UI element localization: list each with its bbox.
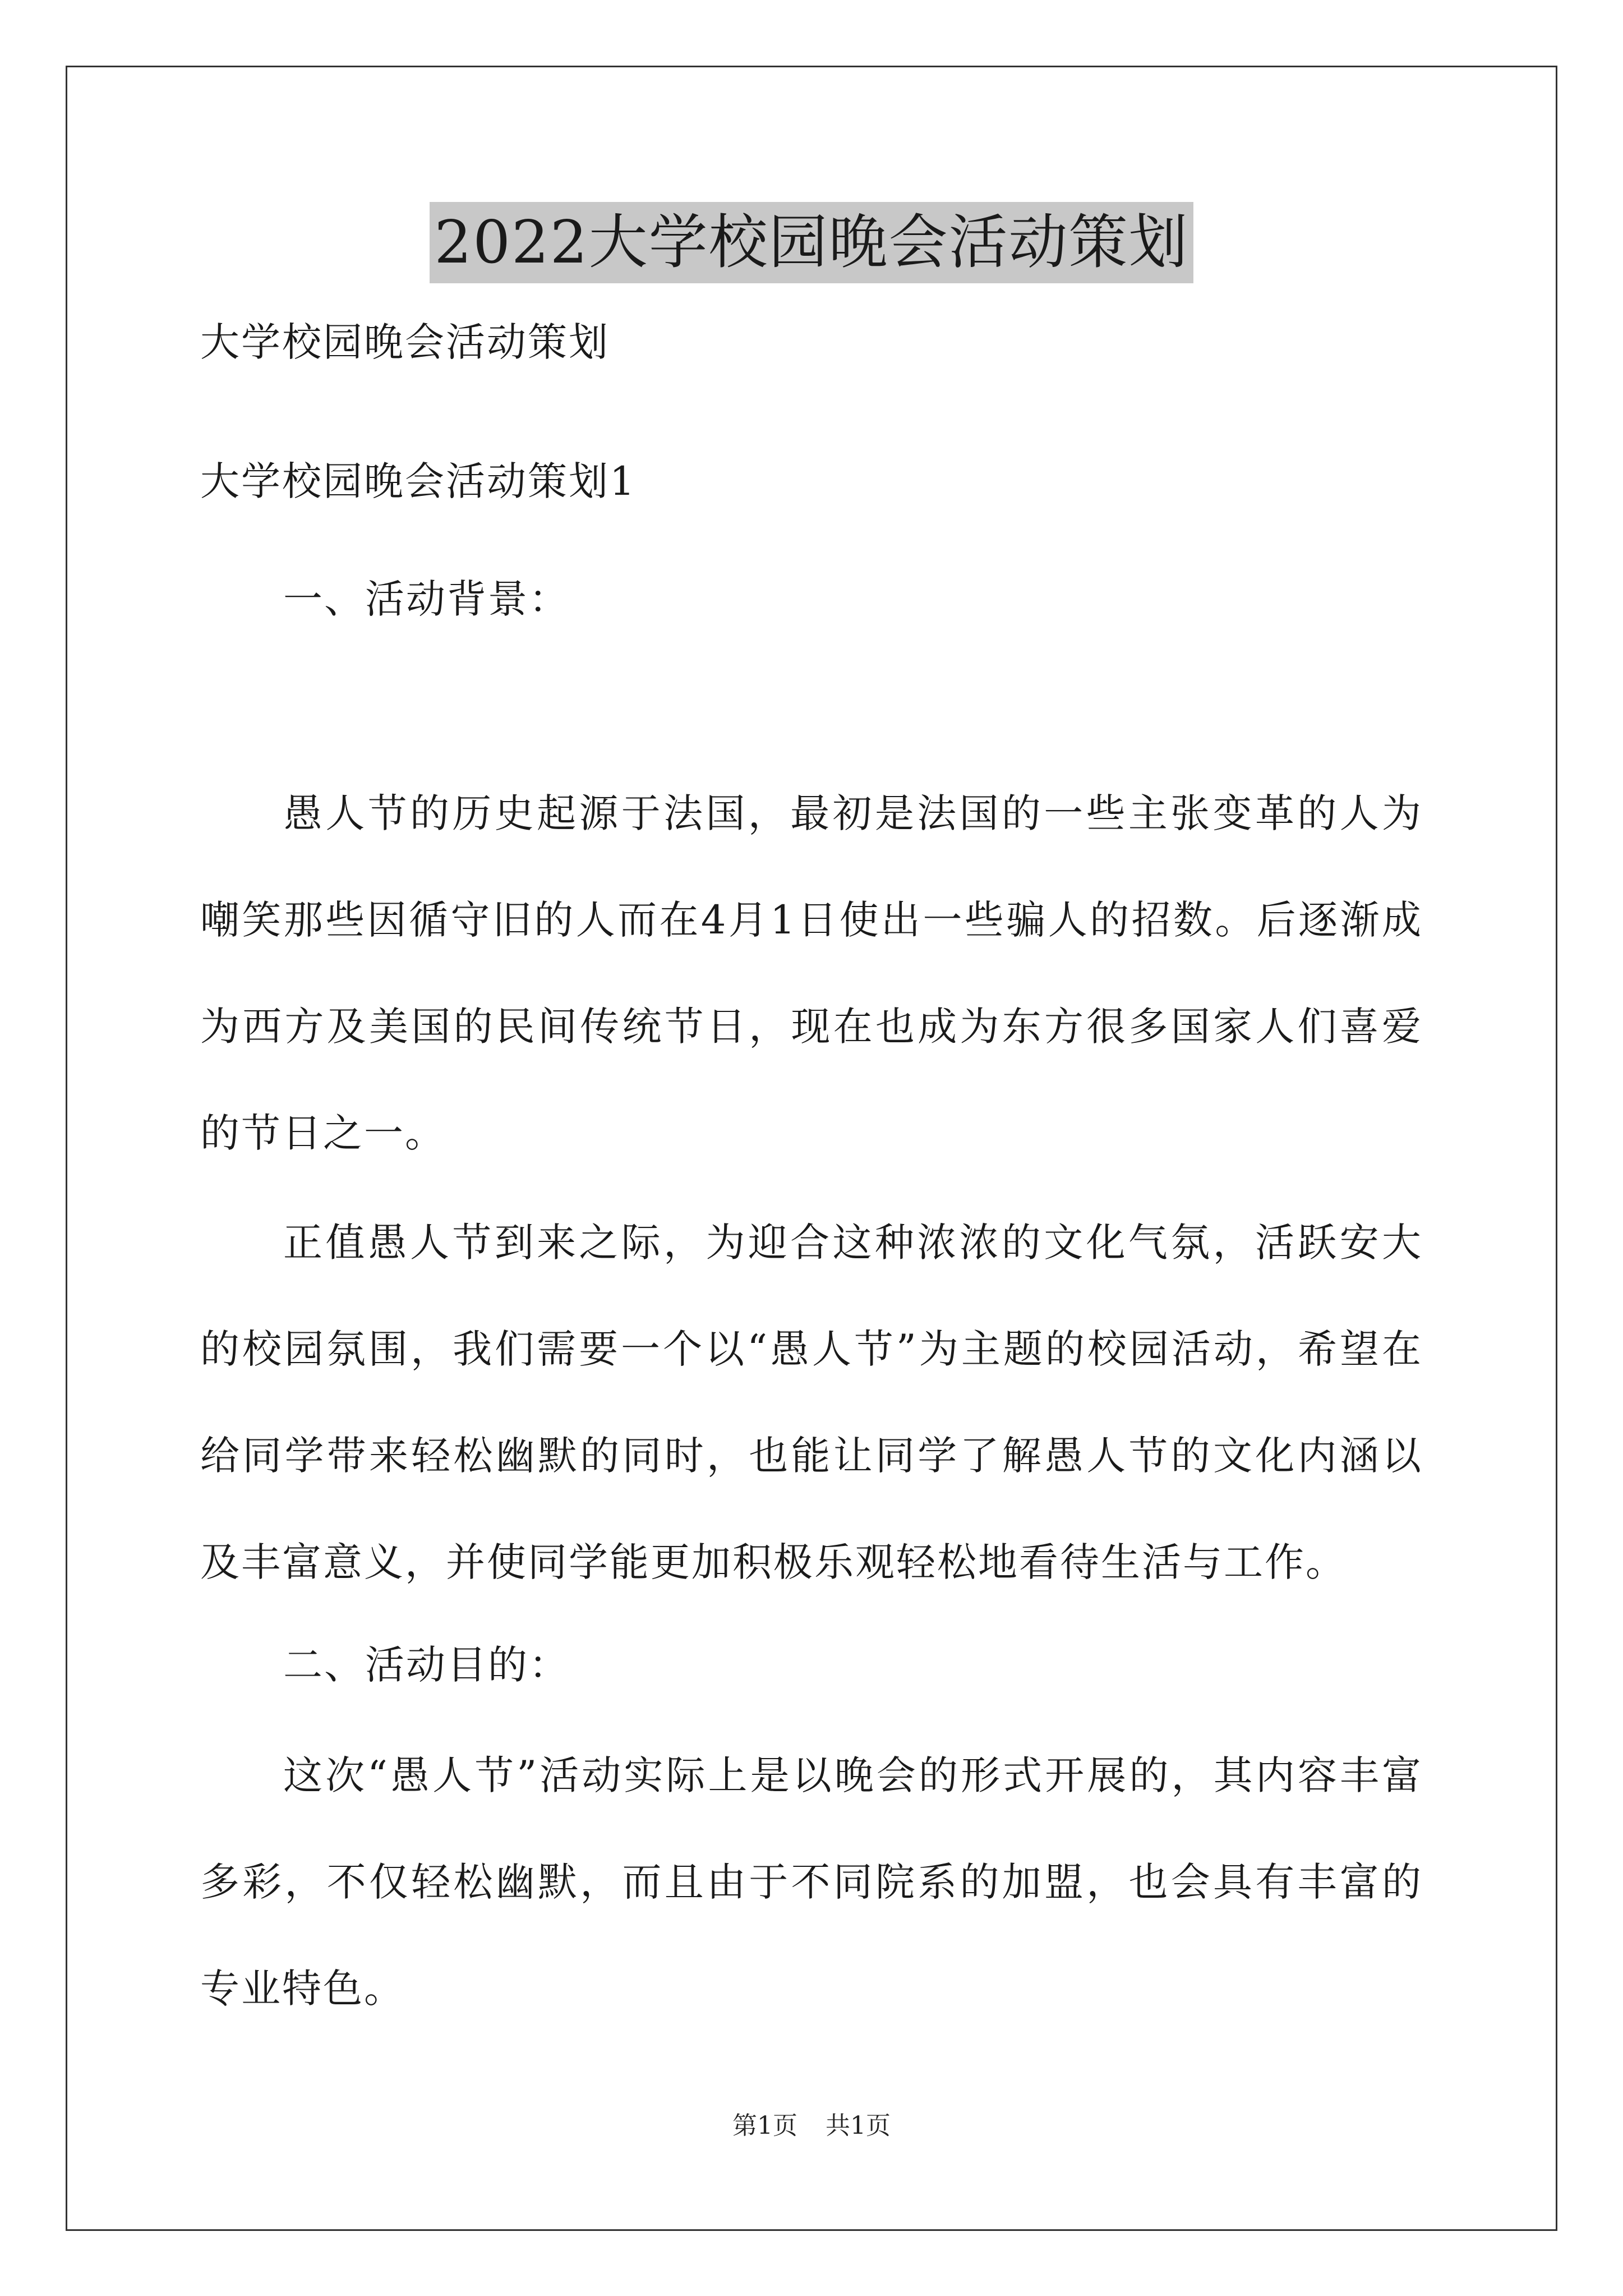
page-number-current: 第1页 (732, 2111, 797, 2140)
document-title: 2022大学校园晚会活动策划 (430, 202, 1193, 283)
subtitle-line-2: 大学校园晚会活动策划1 (200, 458, 637, 504)
paragraph-context: 正值愚人节到来之际，为迎合这种浓浓的文化气氛，活跃安大的校园氛围，我们需要一个以“愚人节”为主题的校园活动，希望在给同学带来轻松幽默的同时，也能让同学了解愚人节的文化内涵以及丰富意义，并使同学能更加积极乐观轻松地看待生活与工作。 (200, 1220, 1423, 1585)
page-number-total: 共1页 (826, 2111, 891, 2140)
section-heading-background: 一、活动背景： (283, 576, 570, 622)
section-heading-purpose: 二、活动目的： (283, 1642, 570, 1688)
title-container (0, 202, 1623, 283)
page-footer (0, 2109, 1623, 2143)
paragraph-purpose: 这次“愚人节”活动实际上是以晚会的形式开展的，其内容丰富多彩，不仅轻松幽默，而且由于不同院系的加盟，也会具有丰富的专业特色。 (200, 1752, 1423, 2012)
paragraph-history: 愚人节的历史起源于法国，最初是法国的一些主张变革的人为嘲笑那些因循守旧的人而在4月1日使出一些骗人的招数。后逐渐成为西方及美国的民间传统节日，现在也成为东方很多国家人们喜爱的节日之一。 (200, 790, 1423, 1156)
subtitle-line-1: 大学校园晚会活动策划 (200, 319, 610, 365)
